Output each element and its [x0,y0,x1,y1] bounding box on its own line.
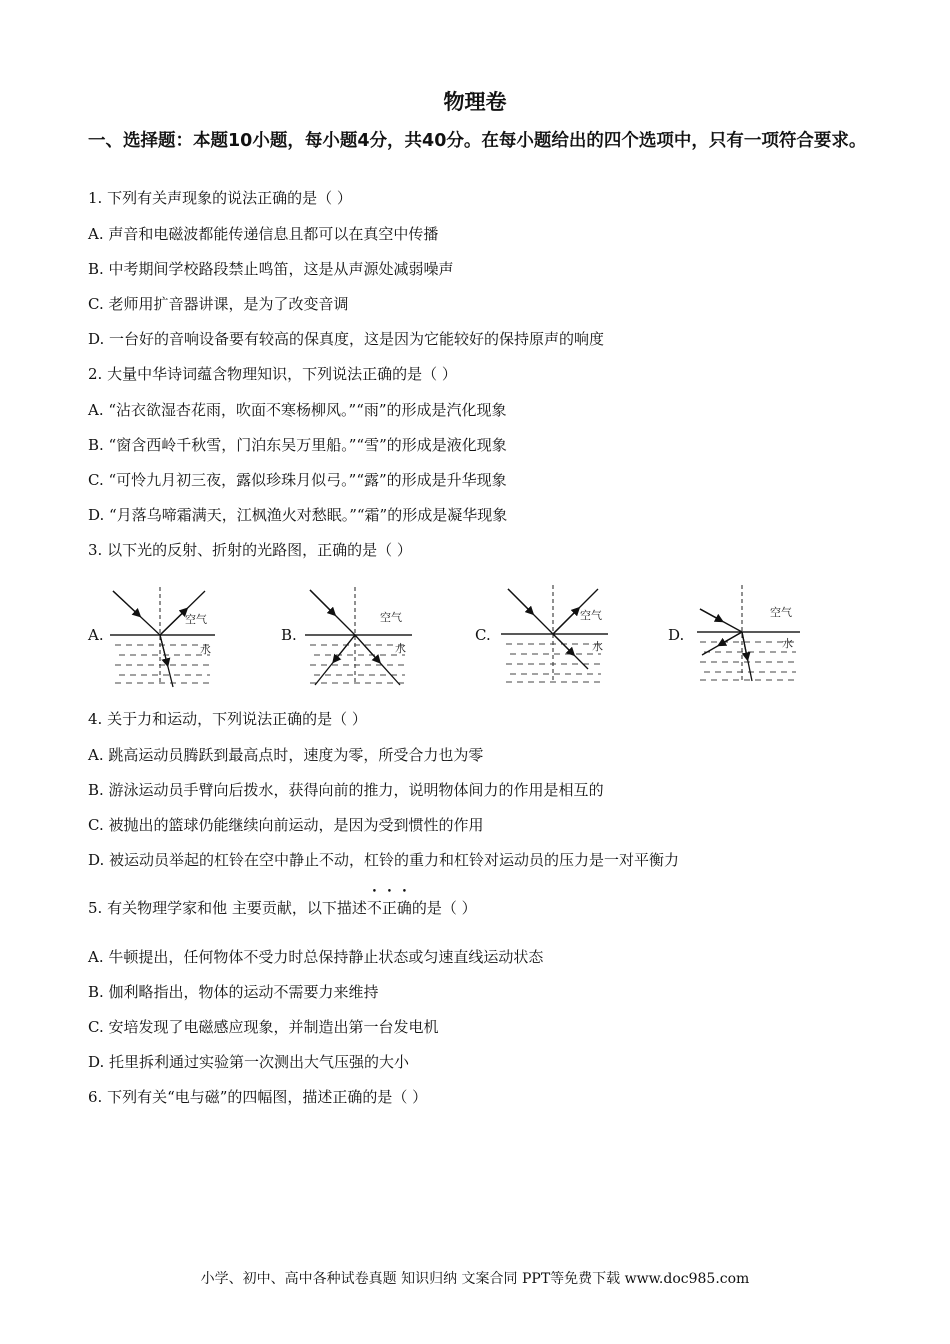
question-1-stem: 1. 下列有关声现象的说法正确的是（ ） [88,189,352,207]
question-4-option-d: D. 被运动员举起的杠铃在空中静止不动，杠铃的重力和杠铃对运动员的压力是一对平衡力 [88,851,680,869]
question-3-stem: 3. 以下光的反射、折射的光路图，正确的是（ ） [88,541,412,559]
diagram-c-water-label: 水 [592,640,603,653]
diagram-a-water-label: 水 [200,643,211,656]
question-1-option-d: D. 一台好的音响设备要有较高的保真度，这是因为它能较好的保持原声的响度 [88,330,605,348]
question-4-option-a: A. 跳高运动员腾跃到最高点时，速度为零，所受合力也为零 [88,746,484,764]
question-5-option-a: A. 牛顿提出，任何物体不受力时总保持静止状态或匀速直线运动状态 [88,948,544,966]
diagram-c-air-label: 空气 [580,609,602,622]
question-4-option-c: C. 被抛出的篮球仍能继续向前运动，是因为受到惯性的作用 [88,816,484,834]
question-1-option-b: B. 中考期间学校路段禁止鸣笛，这是从声源处减弱噪声 [88,260,454,278]
diagram-c [496,583,616,688]
diagram-a-air-label: 空气 [185,613,207,626]
diagram-b-air-label: 空气 [380,611,402,624]
emphasis-char-3: 确 [396,899,412,917]
diagram-d-water-label: 水 [782,637,793,650]
question-4-option-b: B. 游泳运动员手臂向后拨水，获得向前的推力，说明物体间力的作用是相互的 [88,781,604,799]
question-2-option-d: D. “月落乌啼霜满天，江枫渔火对愁眠。”“霜”的形成是凝华现象 [88,506,508,524]
question-4-stem: 4. 关于力和运动，下列说法正确的是（ ） [88,710,367,728]
question-6-stem: 6. 下列有关“电与磁”的四幅图，描述正确的是（ ） [88,1088,428,1106]
diagram-d-air-label: 空气 [770,606,792,619]
diagram-a-label: A. [88,626,104,644]
question-5-stem-end: 的是（ ） [411,899,477,917]
question-5-option-d: D. 托里拆利通过实验第一次测出大气压强的大小 [88,1053,410,1071]
emphasis-char-1: 不 [366,899,382,917]
question-1-option-a: A. 声音和电磁波都能传递信息且都可以在真空中传播 [88,225,439,243]
question-5-stem [88,898,477,918]
diagram-d [692,583,804,688]
question-2-stem: 2. 大量中华诗词蕴含物理知识，下列说法正确的是（ ） [88,365,457,383]
question-2-option-c: C. “可怜九月初三夜，露似珍珠月似弓。”“露”的形成是升华现象 [88,471,507,489]
section-heading: 一、选择题：本题10小题，每小题4分，共40分。在每小题给出的四个选项中，只有一项符合要求。 [88,131,867,151]
question-1-option-c: C. 老师用扩音器讲课，是为了改变音调 [88,295,349,313]
page-title: 物理卷 [443,90,507,114]
diagram-a [105,585,225,690]
diagram-b [300,585,420,690]
diagram-d-label: D. [668,626,685,644]
diagram-b-label: B. [281,626,297,644]
question-2-option-b: B. “窗含西岭千秋雪，门泊东吴万里船。”“雪”的形成是液化现象 [88,436,507,454]
question-5-option-b: B. 伽利略指出，物体的运动不需要力来维持 [88,983,379,1001]
emphasis-char-2: 正 [381,899,397,917]
question-2-option-a: A. “沾衣欲湿杏花雨，吹面不寒杨柳风。”“雨”的形成是汽化现象 [88,401,507,419]
diagram-b-water-label: 水 [395,642,406,655]
question-5-option-c: C. 安培发现了电磁感应现象，并制造出第一台发电机 [88,1018,439,1036]
page-footer: 小学、初中、高中各种试卷真题 知识归纳 文案合同 PPT等免费下载 www.doc985.com [200,1271,750,1287]
diagram-c-label: C. [475,626,491,644]
question-5-stem-start: 5. 有关物理学家和他 主要贡献，以下描述 [88,899,367,917]
